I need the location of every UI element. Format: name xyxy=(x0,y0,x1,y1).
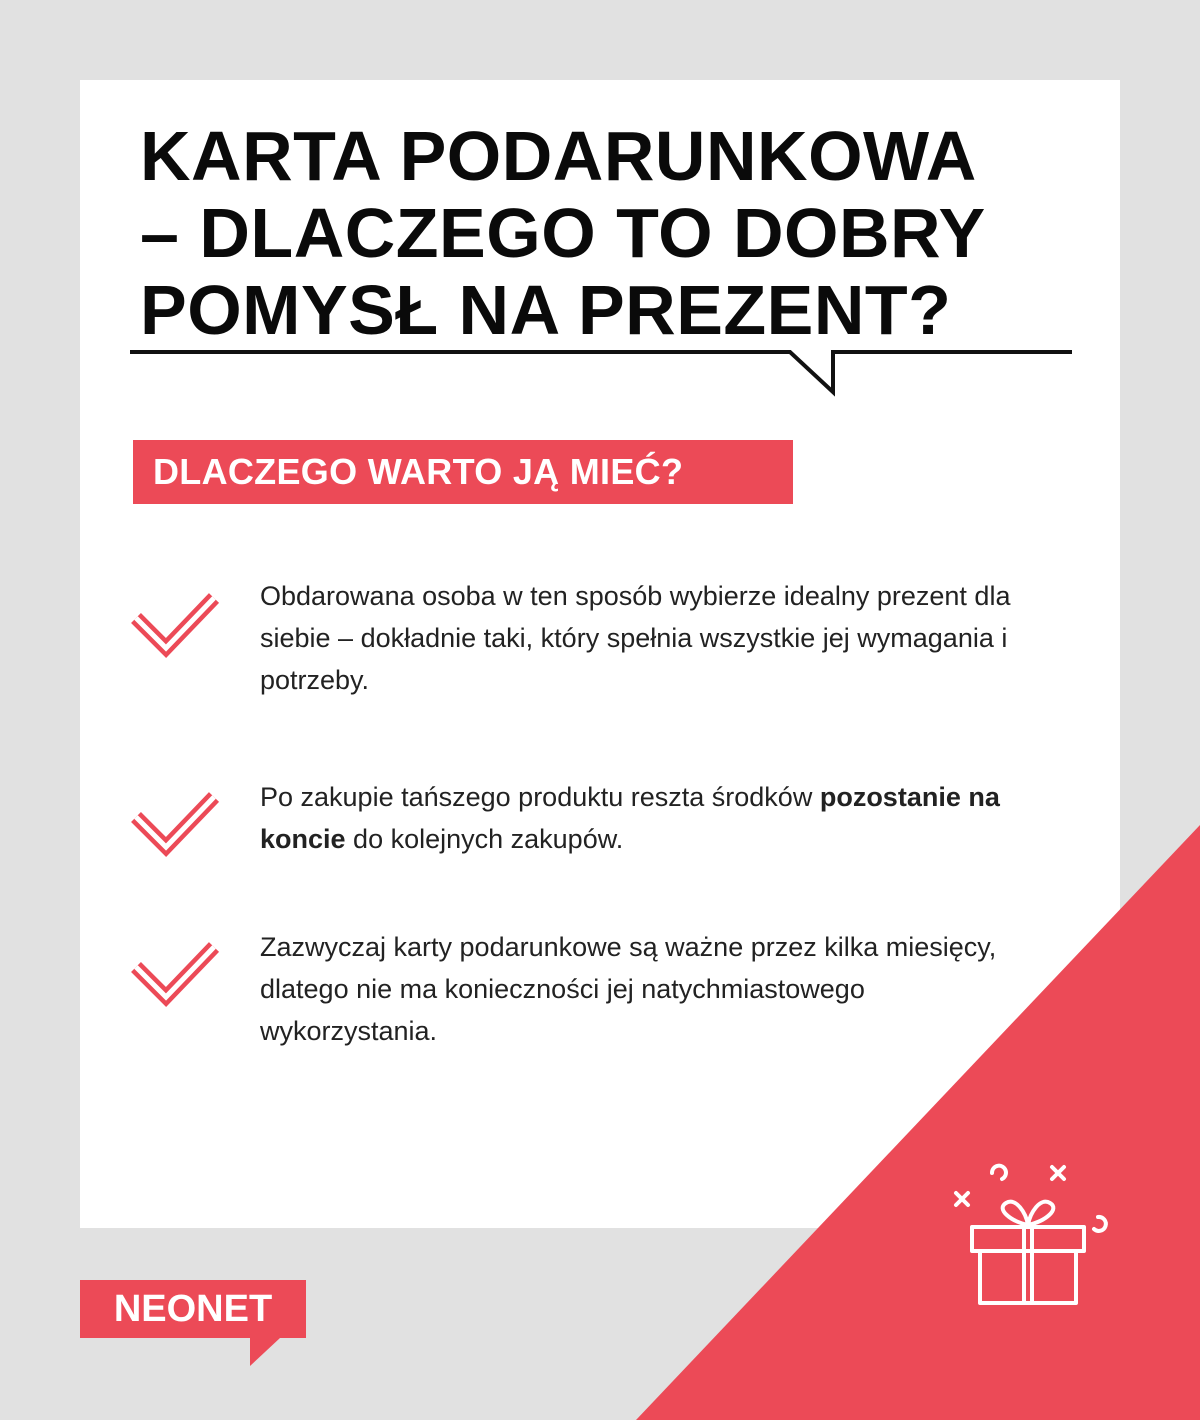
text-bold: pozostanie na koncie xyxy=(260,782,1000,854)
list-item-text: Zazwyczaj karty podarunkowe są ważne przez kilka miesięcy, dlatego nie ma konieczności jej natychmiastowego wykorzystania. xyxy=(260,932,997,1046)
check-icon xyxy=(130,929,220,1009)
title-line-1: KARTA PODARUNKOWA xyxy=(140,117,977,195)
list-item-text xyxy=(260,776,1020,860)
list-item-text: Obdarowana osoba w ten sposób wybierze idealny prezent dla siebie – dokładnie taki, który spełnia wszystkie jej wymagania i potrzeby. xyxy=(260,581,1011,695)
page-title xyxy=(140,118,1100,349)
speech-bubble-tail xyxy=(130,345,1075,405)
gift-icon xyxy=(940,1155,1120,1305)
title-line-3: POMYSŁ NA PREZENT? xyxy=(140,271,952,349)
text-regular: Po zakupie tańszego produktu reszta środków xyxy=(260,782,820,812)
check-icon xyxy=(130,779,220,859)
check-icon xyxy=(130,580,220,660)
section-badge: DLACZEGO WARTO JĄ MIEĆ? xyxy=(133,440,793,504)
logo-text: NEONET xyxy=(80,1280,306,1338)
text-regular: do kolejnych zakupów. xyxy=(345,824,624,854)
logo-tail xyxy=(250,1338,280,1366)
brand-logo xyxy=(80,1280,306,1338)
title-line-2: – DLACZEGO TO DOBRY xyxy=(140,194,986,272)
